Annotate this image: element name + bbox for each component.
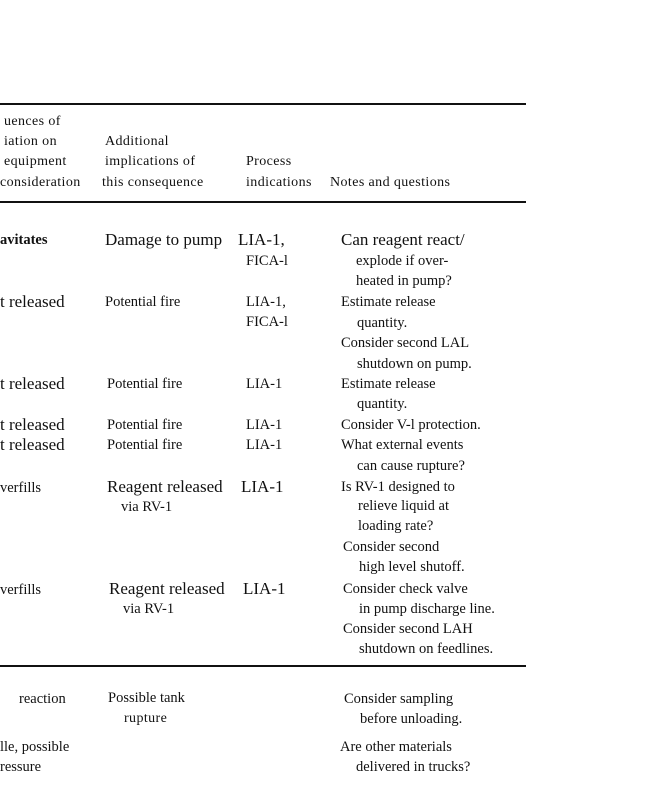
row8-implication-line2: rupture — [124, 711, 168, 726]
row1-note-line3: heated in pump? — [356, 273, 452, 289]
row6-implication-line2: via RV-1 — [121, 499, 173, 515]
row2-note-line3: Consider second LAL — [341, 335, 470, 351]
row4-indication: LIA-1 — [246, 417, 283, 433]
header-consequences-line3: equipment — [4, 154, 67, 169]
row6-note-line3: loading rate? — [358, 518, 434, 534]
row9-consequence-line1: lle, possible — [0, 739, 70, 755]
row9-note-line1: Are other materials — [340, 739, 452, 755]
row1-indication-line2: FICA-l — [246, 253, 288, 269]
row2-implication: Potential fire — [105, 294, 181, 310]
row7-implication-line1: Reagent released — [109, 579, 225, 598]
row3-consequence: t released — [0, 374, 65, 393]
header-notes: Notes and questions — [330, 175, 451, 190]
row4-consequence: t released — [0, 415, 65, 434]
row4-note-line1: Consider V-l protection. — [341, 417, 481, 433]
table-top-rule — [0, 103, 526, 105]
row7-note-line1: Consider check valve — [343, 581, 468, 597]
row2-indication-line2: FICA-l — [246, 314, 288, 330]
row7-note-line2: in pump discharge line. — [359, 601, 495, 617]
row8-consequence: reaction — [19, 691, 66, 707]
row8-note-line1: Consider sampling — [344, 691, 454, 707]
row6-indication: LIA-1 — [241, 477, 284, 496]
row2-consequence: t released — [0, 292, 65, 311]
row3-implication: Potential fire — [107, 376, 183, 392]
row6-consequence: verfills — [0, 480, 42, 496]
row2-note-line2: quantity. — [357, 315, 408, 331]
row7-implication-line2: via RV-1 — [123, 601, 175, 617]
row6-note-line4: Consider second — [343, 539, 440, 555]
row5-consequence: t released — [0, 435, 65, 454]
row5-indication: LIA-1 — [246, 437, 283, 453]
row5-implication: Potential fire — [107, 437, 183, 453]
row3-indication: LIA-1 — [246, 376, 283, 392]
row8-implication-line1: Possible tank — [108, 690, 185, 706]
row9-consequence-line2: ressure — [0, 759, 42, 775]
header-consequences-line1: uences of — [4, 114, 61, 129]
header-additional-line2: implications of — [105, 154, 196, 169]
row1-indication-line1: LIA-1, — [238, 230, 285, 249]
row2-note-line1: Estimate release — [341, 294, 436, 310]
row1-note-line2: explode if over- — [356, 253, 449, 269]
row6-note-line1: Is RV-1 designed to — [341, 479, 455, 495]
row3-note-line1: Estimate release — [341, 376, 436, 392]
row6-implication-line1: Reagent released — [107, 477, 223, 496]
row5-note-line1: What external events — [341, 437, 464, 453]
row3-note-line2: quantity. — [357, 396, 408, 412]
header-consequences-line4: consideration — [0, 175, 81, 190]
header-additional-line1: Additional — [105, 134, 169, 149]
row7-indication: LIA-1 — [243, 579, 286, 598]
row1-consequence: avitates — [0, 232, 48, 248]
row1-implication: Damage to pump — [105, 230, 223, 249]
row7-consequence: verfills — [0, 582, 42, 598]
header-process-line1: Process — [246, 154, 292, 169]
row7-note-line3: Consider second LAH — [343, 621, 473, 637]
row1-note-line1: Can reagent react/ — [341, 230, 465, 249]
header-bottom-rule — [0, 201, 526, 203]
section-divider-rule — [0, 665, 526, 667]
header-process-line2: indications — [246, 175, 312, 190]
row9-note-line2: delivered in trucks? — [356, 759, 471, 775]
header-additional-line3: this consequence — [102, 175, 204, 190]
row7-note-line4: shutdown on feedlines. — [359, 641, 494, 657]
row2-note-line4: shutdown on pump. — [357, 356, 472, 372]
row5-note-line2: can cause rupture? — [357, 458, 465, 474]
header-consequences-line2: iation on — [4, 134, 57, 149]
row8-note-line2: before unloading. — [360, 711, 463, 727]
row6-note-line2: relieve liquid at — [358, 498, 449, 514]
row2-indication-line1: LIA-1, — [246, 294, 286, 310]
row4-implication: Potential fire — [107, 417, 183, 433]
row6-note-line5: high level shutoff. — [359, 559, 465, 575]
